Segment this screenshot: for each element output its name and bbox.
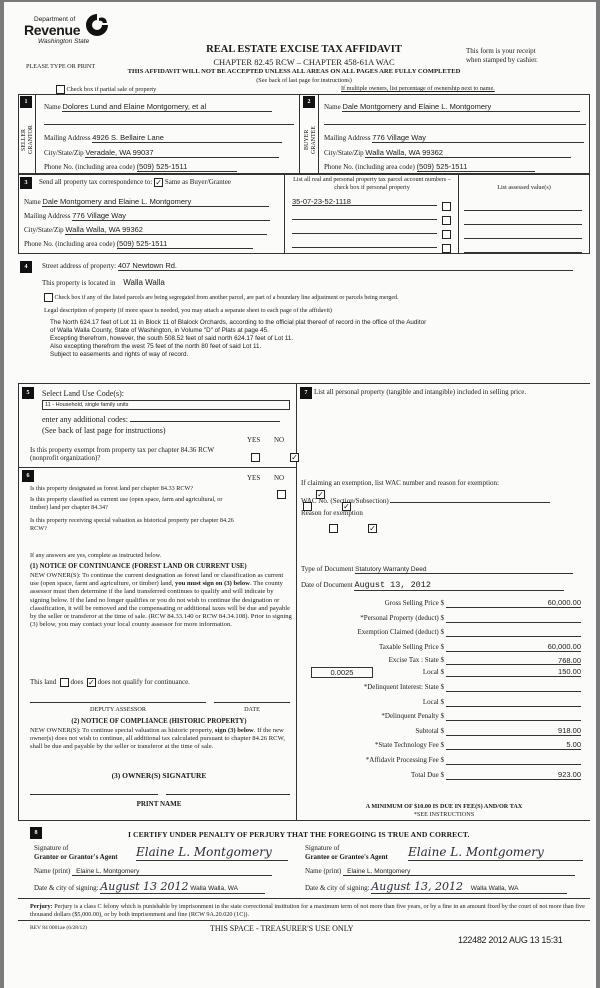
dor-swirl-icon <box>84 12 110 38</box>
multiple-owners-note: If multiple owners, list percentage of ownership next to name. <box>341 85 495 92</box>
parties-divider <box>299 94 300 174</box>
seller-name-field[interactable] <box>44 102 294 112</box>
grantor-name-value[interactable]: Elaine L. Montgomery <box>72 868 272 876</box>
document-date-label: Date of Document <box>301 581 353 589</box>
delinquent-penalty-label: *Delinquent Penalty $ <box>381 712 444 721</box>
instructions-note: (See back of last page for instructions) <box>256 77 352 84</box>
corr-name-label: Name <box>24 198 41 206</box>
continuance-choice <box>30 678 190 687</box>
legal-line: The North 624.17 feet of Lot 11 in Block 11 of Blalock Orchards, according to the official plat thereof of record in the office of the Auditor <box>50 319 427 326</box>
delinquent-interest-local-value[interactable] <box>446 697 581 707</box>
amount-row <box>301 627 581 642</box>
nonprofit-exempt-question: Is this property exempt from property tax per chapter 84.36 RCW (nonprofit organization)? <box>30 446 214 462</box>
section-7-badge: 7 <box>300 387 312 399</box>
corr-address-label: Mailing Address <box>24 212 71 220</box>
gross-selling-price-label: Gross Selling Price $ <box>384 599 444 607</box>
parcel-row <box>292 239 454 253</box>
grantor-signing-date[interactable]: August 13 2012 <box>100 880 189 893</box>
buyer-phone-value[interactable]: (509) 525-1511 <box>417 162 535 172</box>
exemption-claimed-label: Exemption Claimed (deduct) $ <box>357 628 444 637</box>
grantee-signature-label-1: Signature of <box>305 844 340 852</box>
does-not-qualify-label: does not qualify for continuance. <box>97 678 190 687</box>
seller-name-label: Name <box>44 103 61 111</box>
buyer-side-divider <box>318 94 319 174</box>
seller-city-label: City/State/Zip <box>44 149 84 157</box>
grantee-signing-date[interactable]: August 13, 2012 <box>371 880 463 893</box>
exemption-instructions: If claiming an exemption, list WAC number and reason for exemption: <box>301 479 499 487</box>
document-type-label: Type of Document <box>301 565 354 573</box>
corr-city-label: City/State/Zip <box>24 226 64 234</box>
seller-side-divider <box>35 94 36 174</box>
assessed-header: List assessed value(s) <box>497 184 551 191</box>
taxable-selling-price-label: Taxable Selling Price $ <box>378 642 444 651</box>
lower-column-divider <box>296 383 297 820</box>
state-technology-fee-label: *State Technology Fee $ <box>374 741 444 750</box>
form-revision: REV 84 0001ae (6/28/12) <box>30 925 87 931</box>
notice-compliance-title: (2) NOTICE OF COMPLIANCE (HISTORIC PROPERTY) <box>71 718 247 725</box>
segregated-option[interactable] <box>44 293 399 302</box>
buyer-city-label: City/State/Zip <box>324 149 364 157</box>
amount-row <box>301 770 581 785</box>
buyer-city-value[interactable]: Walla Walla, WA 99362 <box>365 148 571 158</box>
local-rate-input[interactable]: 0.0025 <box>311 667 373 678</box>
delinquent-interest-state-label: *Delinquent Interest: State $ <box>363 682 444 691</box>
section-5-top-border <box>18 383 590 384</box>
grantee-signature[interactable]: Elaine L. Montgomery <box>408 845 583 861</box>
located-in-label: This property is located in <box>42 279 116 287</box>
section-3-divider-b <box>458 174 459 254</box>
corr-name-field[interactable] <box>24 197 269 207</box>
wac-number-field[interactable] <box>301 495 550 505</box>
same-as-buyer-checkbox[interactable] <box>154 178 163 187</box>
section-8-bottom-border <box>18 898 590 899</box>
parcel-row <box>292 225 454 239</box>
seller-city-value[interactable]: Veradale, WA 99037 <box>85 148 279 158</box>
section-1-badge: 1 <box>20 96 32 108</box>
personal-property-label: List all personal property (tangible and intangible) included in selling price. <box>314 388 527 396</box>
document-type-field[interactable] <box>301 565 573 574</box>
buyer-address-field[interactable] <box>324 133 586 143</box>
amount-row <box>301 682 581 697</box>
gross-selling-price-value[interactable]: 60,000.00 <box>446 598 581 608</box>
personal-property-deduct-label: *Personal Property (deduct) $ <box>360 613 444 622</box>
see-instructions-note: *SEE INSTRUCTIONS <box>413 811 475 818</box>
seller-city-field[interactable] <box>44 148 294 158</box>
parcel-list <box>292 197 454 253</box>
perjury-statement: Perjury: Perjury is a class C felony which is punishable by imprisonment in the state correctional institution for a maximum term of not more than five years, or by a fine in an amount fixed by the court of not more than five thousand dollars ($5,000.00), or by both imprisonment and fine (RCW 9A.20.020 (1C)). <box>30 903 585 918</box>
street-address-field[interactable] <box>42 261 590 271</box>
does-not-qualify-checkbox[interactable] <box>87 678 96 687</box>
parcel-row <box>292 197 454 211</box>
grantee-name-label: Name (print) <box>305 867 342 875</box>
document-type-value[interactable]: Statutory Warranty Deed <box>355 566 573 574</box>
located-in-row <box>42 278 165 287</box>
excise-tax-state-label: Excise Tax : State $ <box>388 656 444 665</box>
grantee-date-city-label: Date & city of signing: <box>305 884 370 892</box>
seller-address-value[interactable]: 4926 S. Bellaire Lane <box>92 133 282 143</box>
parcel-number[interactable] <box>292 211 437 220</box>
tax-calculation <box>301 598 581 784</box>
segregated-label: Check box if any of the listed parcels are being segregated from another parcel, are part of a boundary line adjustment or parcels being merged. <box>54 294 399 301</box>
personal-property-checkbox[interactable] <box>442 230 451 239</box>
amount-row <box>301 755 581 770</box>
receipt-note-2: when stamped by cashier. <box>466 56 538 64</box>
grantor-signature-label-2: Grantor or Grantor's Agent <box>34 853 118 861</box>
amount-row <box>301 711 581 726</box>
assessed-value-field[interactable] <box>464 197 582 211</box>
total-due-value[interactable]: 923.00 <box>446 770 581 780</box>
seller-phone-value[interactable]: (509) 525-1511 <box>137 162 237 172</box>
state-technology-fee-value[interactable]: 5.00 <box>446 740 581 750</box>
corr-name-value[interactable]: Dale Montgomery and Elaine L. Montgomery <box>42 197 269 207</box>
seller-grantor-label: SELLER GRANTOR <box>21 125 34 155</box>
no-header: NO <box>274 474 285 482</box>
amount-row <box>301 726 581 741</box>
excise-tax-state-value[interactable]: 768.00 <box>446 656 581 665</box>
seller-name-line2[interactable] <box>44 124 294 125</box>
buyer-address-value[interactable]: 776 Village Way <box>372 133 584 143</box>
deputy-assessor-signature-line[interactable] <box>30 702 206 703</box>
street-address-label: Street address of property: <box>42 262 117 270</box>
parcel-number[interactable] <box>292 225 437 234</box>
assessed-value-field[interactable] <box>464 225 582 239</box>
please-type-note: PLEASE TYPE OR PRINT <box>26 63 96 70</box>
left-border <box>18 383 19 820</box>
corr-phone-value[interactable]: (509) 525-1511 <box>117 239 253 249</box>
located-in-value[interactable]: Walla Walla <box>123 278 165 287</box>
buyer-city-field[interactable] <box>324 148 586 158</box>
grantee-name-field[interactable] <box>305 867 575 876</box>
wac-number-label: WAC No. (Section/Subsection) <box>301 497 389 505</box>
notice-continuance-title: (1) NOTICE OF CONTINUANCE (FOREST LAND OR CURRENT USE) <box>30 563 247 570</box>
delinquent-penalty-value[interactable] <box>446 711 581 721</box>
corr-address-field[interactable] <box>24 211 270 221</box>
amount-row <box>301 697 581 712</box>
grantor-name-field[interactable] <box>34 867 272 876</box>
personal-property-checkbox[interactable] <box>442 244 451 253</box>
wac-number-input[interactable] <box>390 495 550 503</box>
street-address-value[interactable]: 407 Newtown Rd. <box>118 261 573 271</box>
excise-tax-local-label: Local $ <box>422 668 444 677</box>
assessed-value-list <box>464 197 582 253</box>
partial-sale-checkbox[interactable] <box>56 85 65 94</box>
segregated-checkbox[interactable] <box>44 293 53 302</box>
subtotal-value[interactable]: 918.00 <box>446 726 581 736</box>
grantee-signing-city[interactable]: Walla Walla, WA <box>470 885 519 892</box>
land-use-label: Select Land Use Code(s): <box>42 389 124 398</box>
does-qualify-label: does <box>70 678 84 687</box>
land-use-instructions: (See back of last page for instructions) <box>42 426 166 435</box>
assessed-value-field[interactable] <box>464 211 582 225</box>
section-6-top-border <box>18 467 296 468</box>
yes-header: YES <box>247 436 261 444</box>
dor-logo <box>14 8 114 58</box>
personal-property-deduct-value[interactable] <box>446 613 581 623</box>
section-8-badge: 8 <box>30 827 42 839</box>
this-land-label: This land <box>30 678 57 687</box>
print-name-label: PRINT NAME <box>136 800 182 808</box>
receipt-note-1: This form is your receipt <box>466 47 536 55</box>
grantee-date-city-field[interactable] <box>305 880 567 894</box>
owner-print-name-line[interactable] <box>166 794 290 795</box>
section-4-badge: 4 <box>20 261 32 273</box>
seller-phone-field[interactable] <box>44 162 294 172</box>
exemption-reason-label: Reason for exemption <box>301 509 363 517</box>
parcel-number[interactable] <box>292 239 437 248</box>
affidavit-page <box>4 2 596 988</box>
assessor-date-line[interactable] <box>214 702 290 703</box>
grantee-name-value[interactable]: Elaine L. Montgomery <box>343 868 575 876</box>
delinquent-interest-local-label: Local $ <box>422 697 444 706</box>
notice-continuance-text: NEW OWNER(S): To continue the current designation as forest land or classification as current use (open space, farm and agriculture, or timber) land, you must sign on (3) below. The county assessor must then determine if the land transferred continues to qualify and will indicate by signing below. If the land no longer qualifies or you do not wish to continue the designation or classification, it will be removed and the compensating or additional taxes will be due and payable by the seller or transferor at the time of sale. (RCW 84.33.140 or RCW 84.34.108). Prior to signing (3) below, you may contact your local county assessor for more information. <box>30 572 292 629</box>
section-3-badge: 3 <box>20 177 32 189</box>
exemption-reason-input[interactable] <box>301 520 581 560</box>
footer-divider <box>18 920 590 921</box>
buyer-name-value[interactable]: Dale Montgomery and Elaine L. Montgomery <box>342 102 580 112</box>
if-yes-instructions: If any answers are yes, complete as instructed below. <box>30 552 162 559</box>
assessor-date-label: DATE <box>244 706 260 713</box>
section-5-badge: 5 <box>22 387 34 399</box>
forest-land-question: Is this property designated as forest land per chapter 84.33 RCW? <box>30 485 194 492</box>
grantor-name-label: Name (print) <box>34 867 71 875</box>
affidavit-processing-fee-label: *Affidavit Processing Fee $ <box>365 755 444 764</box>
additional-codes-field[interactable] <box>42 414 280 424</box>
total-due-label: Total Due $ <box>411 770 444 779</box>
legal-line: Subject to easements and rights of way of record. <box>50 351 189 358</box>
grantor-date-city-field[interactable] <box>34 880 265 894</box>
legal-line: Also excepting therefrom the west 75 feet of the north 80 feet of said Lot 11. <box>50 343 262 350</box>
grantor-signing-city[interactable]: Walla Walla, WA <box>190 885 238 892</box>
deputy-assessor-label: DEPUTY ASSESSOR <box>90 706 146 713</box>
corr-city-value[interactable]: Walla Walla, WA 99362 <box>65 225 267 235</box>
additional-codes-input[interactable] <box>130 414 280 422</box>
personal-property-checkbox[interactable] <box>442 202 451 211</box>
corr-phone-label: Phone No. (including area code) <box>24 240 115 248</box>
legal-description[interactable] <box>50 319 426 359</box>
subtotal-label: Subtotal $ <box>415 726 444 735</box>
form-title: REAL ESTATE EXCISE TAX AFFIDAVIT <box>206 44 402 55</box>
seller-name-value[interactable]: Dolores Lund and Elaine Montgomery, et al <box>62 102 272 112</box>
certification-statement: I CERTIFY UNDER PENALTY OF PERJURY THAT THE FOREGOING IS TRUE AND CORRECT. <box>128 830 470 839</box>
completion-warning: THIS AFFIDAVIT WILL NOT BE ACCEPTED UNLESS ALL AREAS ON ALL PAGES ARE FULLY COMPLETED <box>127 68 461 75</box>
grantor-signature-label-1: Signature of <box>34 844 69 852</box>
seller-phone-label: Phone No. (including area code) <box>44 163 135 171</box>
section-2-badge: 2 <box>303 96 315 108</box>
parcel-number[interactable]: 35-07-23-52-1118 <box>292 197 437 206</box>
document-date-field[interactable] <box>301 580 564 591</box>
corr-address-value[interactable]: 776 Village Way <box>72 211 270 221</box>
does-qualify-checkbox[interactable] <box>60 678 69 687</box>
legal-line: Excepting therefrom, however, the south 508.52 feet of said north 624.17 feet of Lot 11. <box>50 335 294 342</box>
yes-header: YES <box>247 474 261 482</box>
parcel-row <box>292 211 454 225</box>
buyer-phone-field[interactable] <box>324 162 586 172</box>
notice-compliance-text: NEW OWNER(S): To continue special valuation as historic property, sign (3) below. If the new owner(s) does not wish to continue, all additional tax calculated pursuant to chapter 84.26 RCW, shall be due and payable by the seller or transferor at the time of sale. <box>30 727 285 750</box>
seller-address-field[interactable] <box>44 133 294 143</box>
legal-line: of Walla Walla County, State of Washington, in Volume "D" of Plats at page 45. <box>50 327 269 334</box>
forest-land-yes-checkbox[interactable] <box>277 490 286 499</box>
cashier-stamp: 122482 2012 AUG 13 15:31 <box>458 935 563 945</box>
taxable-selling-price-value[interactable]: 60,000.00 <box>446 642 581 652</box>
parcel-header: List all real and personal property tax parcel account numbers – check box if personal property <box>293 176 451 191</box>
buyer-name-label: Name <box>324 103 341 111</box>
exemption-claimed-value[interactable] <box>446 627 581 637</box>
same-as-buyer-label: Same as Buyer/Grantee <box>164 178 231 187</box>
land-use-select[interactable]: 11 - Household, single family units <box>42 400 290 410</box>
logo-line1: Department of <box>34 16 76 23</box>
section-6-badge: 6 <box>22 470 34 482</box>
legal-description-label: Legal description of property (if more space is needed, you may attach a separate sheet to each page of the affidavit) <box>44 307 332 314</box>
section-3-divider-a <box>284 174 285 254</box>
nonprofit-no-checkbox[interactable] <box>290 453 299 462</box>
owner-signature-line[interactable] <box>30 794 158 795</box>
buyer-address-label: Mailing Address <box>324 134 371 142</box>
nonprofit-yes-checkbox[interactable] <box>251 453 260 462</box>
buyer-name-field[interactable] <box>324 102 586 112</box>
assessed-value-field[interactable] <box>464 239 582 253</box>
grantor-signature[interactable]: Elaine L. Montgomery <box>136 845 288 861</box>
excise-tax-local-value[interactable]: 150.00 <box>446 667 581 677</box>
historic-question: Is this property receiving special valuation as historical property per chapter 84.26 RCW? <box>30 517 234 532</box>
partial-sale-option[interactable] <box>56 85 156 94</box>
personal-property-checkbox[interactable] <box>442 216 451 225</box>
corr-phone-field[interactable] <box>24 239 253 249</box>
amount-row <box>301 656 581 667</box>
seller-address-label: Mailing Address <box>44 134 91 142</box>
document-date-value[interactable]: August 13, 2012 <box>354 580 564 591</box>
current-use-question: Is this property classified as current use (open space, farm and agricultural, or timber) land per chapter 84.34? <box>30 496 223 511</box>
correspondence-row <box>39 178 231 187</box>
amount-row <box>301 642 581 657</box>
minimum-fee-note: A MINIMUM OF $10.00 IS DUE IN FEE(S) AND/OR TAX <box>365 803 523 810</box>
delinquent-interest-state-value[interactable] <box>446 682 581 692</box>
amount-row <box>301 667 581 682</box>
section-8-top-border <box>18 820 590 821</box>
amount-row <box>301 598 581 613</box>
affidavit-processing-fee-value[interactable] <box>446 755 581 765</box>
grantor-date-city-label: Date & city of signing: <box>34 884 99 892</box>
treasurer-use-label: THIS SPACE - TREASURER'S USE ONLY <box>210 924 354 933</box>
amount-row <box>301 613 581 628</box>
additional-codes-label: enter any additional codes: <box>42 415 128 424</box>
logo-line2: Revenue <box>24 22 81 38</box>
amount-row <box>301 740 581 755</box>
send-correspondence-label: Send all property tax correspondence to: <box>39 178 153 187</box>
buyer-grantee-label: BUYER GRANTEE <box>304 126 317 154</box>
no-header: NO <box>274 436 285 444</box>
partial-sale-label: Check box if partial sale of property <box>66 85 157 93</box>
corr-city-field[interactable] <box>24 225 267 235</box>
logo-line3: Washington State <box>38 38 90 45</box>
buyer-name-line2[interactable] <box>324 124 586 125</box>
grantee-signature-label-2: Grantee or Grantee's Agent <box>305 853 388 861</box>
form-chapter: CHAPTER 82.45 RCW – CHAPTER 458-61A WAC <box>213 57 395 67</box>
owner-signature-title: (3) OWNER(S) SIGNATURE <box>111 771 207 780</box>
personal-property-input[interactable] <box>314 414 584 462</box>
buyer-phone-label: Phone No. (including area code) <box>324 163 415 171</box>
